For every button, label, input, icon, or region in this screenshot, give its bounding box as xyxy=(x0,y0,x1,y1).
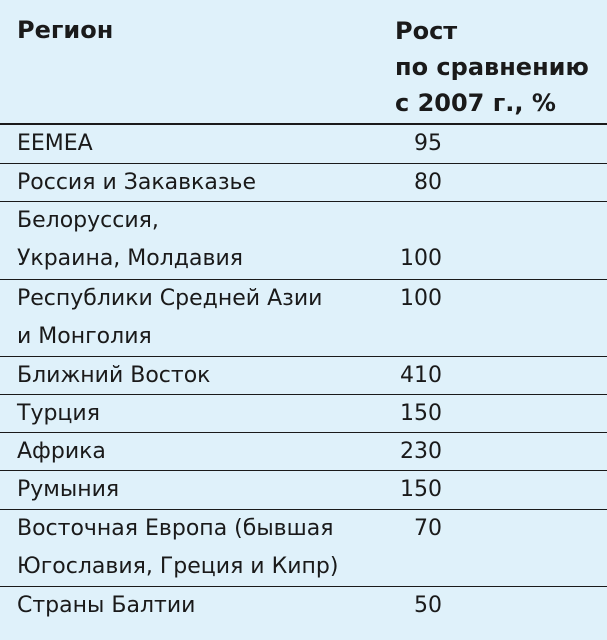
region-cell: Белоруссия, Украина, Молдавия xyxy=(17,208,243,271)
table-row xyxy=(0,587,607,640)
region-cell: Россия и Закавказье xyxy=(17,170,257,195)
header-growth: Рост по сравнению с 2007 г., % xyxy=(395,17,589,117)
table-row xyxy=(0,510,607,587)
header-region: Регион xyxy=(17,16,114,44)
value-cell: 95 xyxy=(414,131,442,156)
table-row xyxy=(0,202,607,280)
region-cell: Румыния xyxy=(17,477,120,502)
table-row xyxy=(0,280,607,357)
region-cell: Африка xyxy=(17,439,106,464)
region-cell: Ближний Восток xyxy=(17,363,211,388)
table-row xyxy=(0,433,607,471)
table-row xyxy=(0,471,607,510)
value-cell: 100 xyxy=(400,286,442,311)
table-row xyxy=(0,357,607,395)
value-cell: 230 xyxy=(400,439,442,464)
region-cell: Республики Средней Азии и Монголия xyxy=(17,286,323,349)
value-cell: 50 xyxy=(414,593,442,618)
region-cell: Восточная Европа (бывшая Югославия, Греция и Кипр) xyxy=(17,516,339,579)
table-row xyxy=(0,164,607,202)
region-cell: Турция xyxy=(17,401,100,426)
value-cell: 100 xyxy=(400,246,442,271)
table-header xyxy=(0,0,607,125)
value-cell: 70 xyxy=(414,516,442,541)
value-cell: 410 xyxy=(400,363,442,388)
table-row xyxy=(0,125,607,164)
table-row xyxy=(0,395,607,433)
region-cell: Страны Балтии xyxy=(17,593,196,618)
value-cell: 150 xyxy=(400,401,442,426)
value-cell: 80 xyxy=(414,170,442,195)
region-cell: EEMEA xyxy=(17,131,93,156)
value-cell: 150 xyxy=(400,477,442,502)
